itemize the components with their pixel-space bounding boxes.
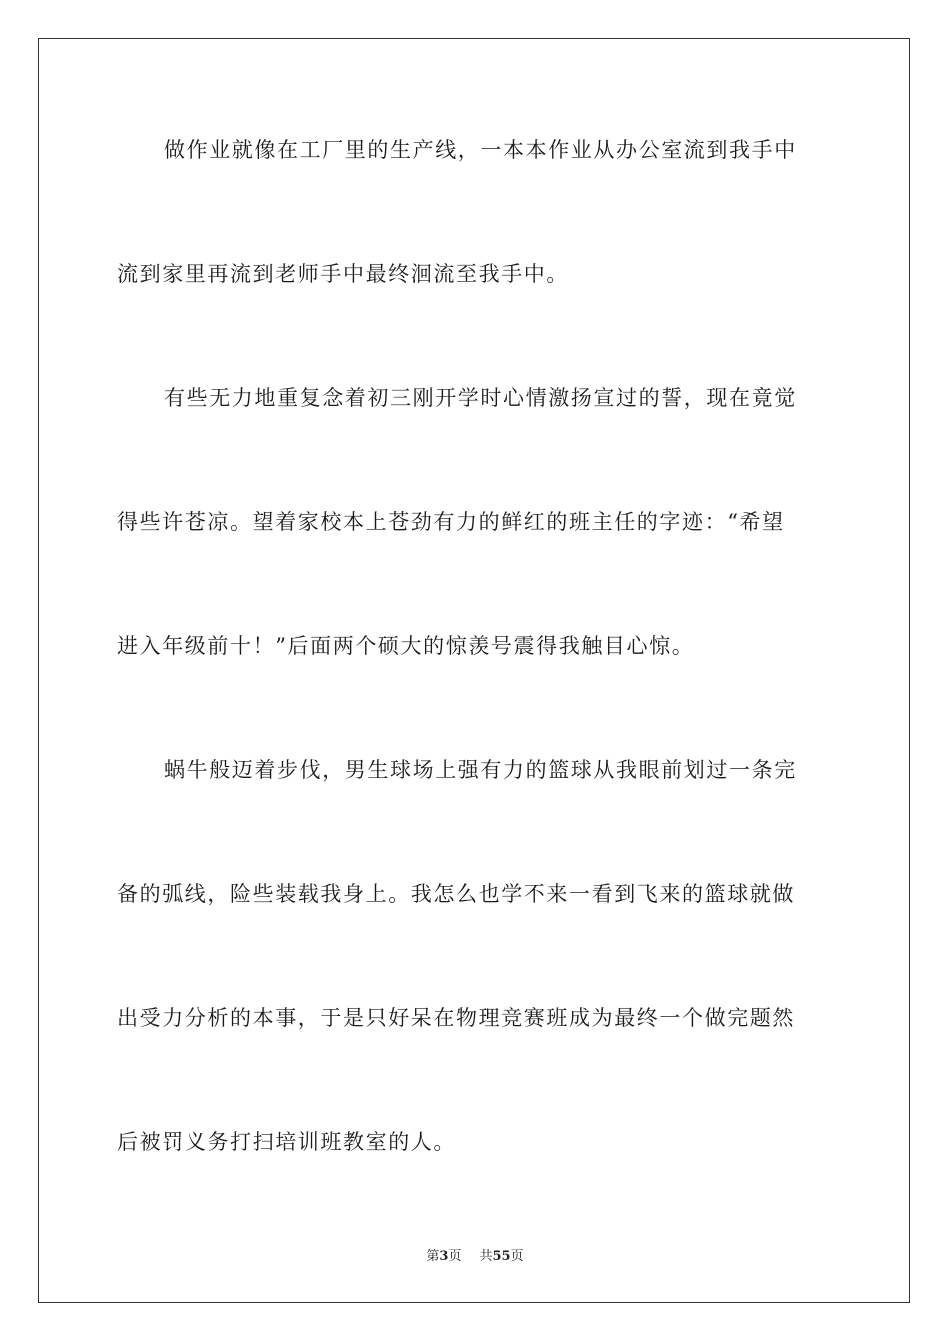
paragraph-2-line-2: 得些许苍凉。望着家校本上苍劲有力的鲜红的班主任的字迹：“希望: [117, 510, 785, 534]
paragraph-3-line-3: 出受力分析的本事，于是只好呆在物理竞赛班成为最终一个做完题然: [117, 1006, 795, 1030]
total-prefix: 共: [479, 1249, 493, 1264]
paragraph-3-line-4: 后被罚义务打扫培训班教室的人。: [117, 1130, 456, 1154]
page-footer: [0, 1248, 950, 1266]
page-suffix: 页: [448, 1249, 462, 1264]
paragraph-1-line-2: 流到家里再流到老师手中最终洄流至我手中。: [117, 262, 569, 286]
total-page-count: 55: [492, 1249, 511, 1264]
paragraph-2-line-1: 有些无力地重复念着初三刚开学时心情激扬宣过的誓，现在竟觉: [164, 386, 797, 410]
total-suffix: 页: [510, 1249, 524, 1264]
paragraph-1-line-1: 做作业就像在工厂里的生产线，一本本作业从办公室流到我手中: [164, 138, 797, 162]
paragraph-3-line-2: 备的弧线，险些装载我身上。我怎么也学不来一看到飞来的篮球就做: [117, 882, 795, 906]
page-border: [38, 38, 910, 1303]
paragraph-2-line-3: 进入年级前十！”后面两个硕大的惊羡号震得我触目心惊。: [117, 634, 695, 658]
current-page-number: 3: [439, 1249, 449, 1264]
paragraph-3-line-1: 蜗牛般迈着步伐，男生球场上强有力的篮球从我眼前划过一条完: [164, 758, 797, 782]
page-prefix: 第: [426, 1249, 440, 1264]
